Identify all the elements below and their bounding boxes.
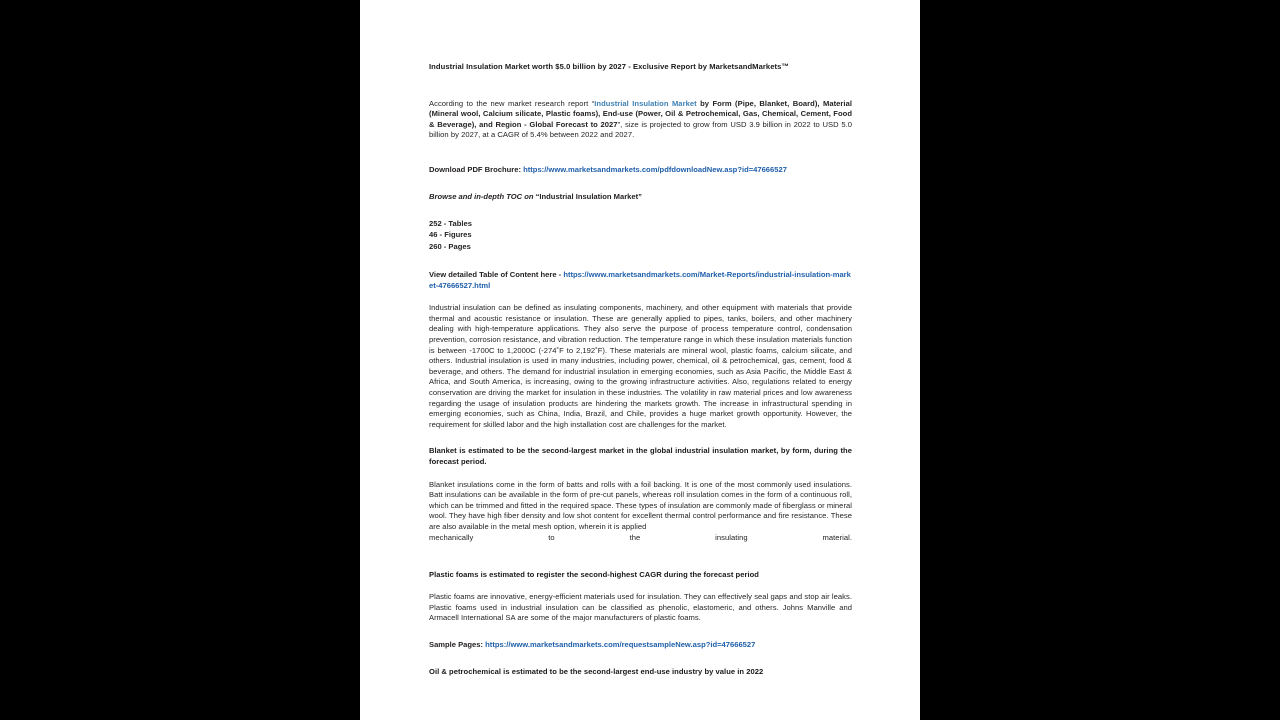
sample-pages-line — [429, 640, 852, 651]
stat-tables: 252 - Tables — [429, 219, 472, 229]
oil-petrochemical-section-heading: Oil & petrochemical is estimated to be the second-largest end-use industry by value in 2022 — [429, 666, 764, 676]
industrial-insulation-market-link[interactable]: Industrial Insulation Market — [594, 98, 697, 108]
browse-toc-prefix: Browse and in-depth TOC on — [429, 191, 534, 201]
sample-pages-label: Sample Pages: — [429, 640, 484, 650]
lead-report-scope: by Form (Pipe, Blanket, Board), Material (Mineral wool, Calcium silicate, Plastic foams), End-use (Power, Oil & Petrochemical, Gas, Chemical, Cement, Food & Beverage), and Region - Global Forecast to 2027 — [429, 98, 852, 129]
sample-pages-link[interactable]: https://www.marketsandmarkets.com/requestsampleNew.asp?id=47666527 — [485, 640, 756, 650]
stat-pages: 260 - Pages — [429, 241, 471, 251]
report-stats-list — [429, 218, 852, 252]
download-brochure-link[interactable]: https://www.marketsandmarkets.com/pdfdownloadNew.asp?id=47666527 — [523, 164, 787, 174]
blanket-paragraph: Blanket insulations come in the form of batts and rolls with a foil backing. It is one of the most commonly used insulations. Batt insulations can be available in the form of pre-cut panels, whereas roll insulation comes in the form of a continuous roll, which can be trimmed and fitted in the required space. These types of insulation are commonly made of fiberglass or mineral wool. They have high fiber density and low shot content for excellent thermal control performance and fire resistance. These are also available in the metal mesh option, wherein it is applied — [429, 479, 852, 531]
stat-figures: 46 - Figures — [429, 230, 472, 240]
lead-suffix: ”, size is projected to grow from USD 3.9 billion in 2022 to USD 5.0 billion by 2027, at a CAGR of 5.4% between 2022 and 2027. — [429, 119, 852, 140]
plastic-foams-paragraph: Plastic foams are innovative, energy-efficient materials used for insulation. They can effectively seal gaps and stop air leaks. Plastic foams used in industrial insulation can be classified as phenolic, elastomeric, and others. Johns Manville and Armacell International SA are some of the major manufacturers of plastic foams. — [429, 592, 852, 623]
download-brochure-line — [429, 165, 852, 176]
page-title: Industrial Insulation Market worth $5.0 billion by 2027 - Exclusive Report by MarketsandMarkets™ — [429, 62, 790, 71]
lead-paragraph — [429, 99, 852, 141]
view-toc-line — [429, 270, 852, 291]
browse-toc-report-title: “Industrial Insulation Market” — [535, 191, 642, 201]
blanket-paragraph-lastline — [429, 533, 852, 554]
view-toc-label: View detailed Table of Content here - — [429, 270, 562, 280]
view-toc-link[interactable]: https://www.marketsandmarkets.com/Market-Reports/industrial-insulation-market-47666527.html — [429, 270, 851, 290]
blanket-section-heading: Blanket is estimated to be the second-largest market in the global industrial insulation market, by form, during the forecast period. — [429, 446, 852, 466]
lead-prefix: According to the new market research report “ — [429, 98, 595, 108]
plastic-foams-section-heading: Plastic foams is estimated to register the second-highest CAGR during the forecast period — [429, 569, 759, 579]
blanket-lastline-text: mechanically to the insulating material. — [429, 532, 852, 542]
download-brochure-label: Download PDF Brochure: — [429, 164, 521, 174]
overview-paragraph: Industrial insulation can be defined as insulating components, machinery, and other equipment with materials that provide thermal and acoustic resistance or insulation. These are generally applied to pipes, tanks, boilers, and other machinery dealing with high-temperature applications. They also serve the purpose of process temperature control, condensation prevention, corrosion resistance, and vibration reduction. The temperature range in which these insulation materials function is between -1700C to 1,2000C (-274˚F to 2,192˚F). These materials are mineral wool, plastic foams, calcium silicate, and others. Industrial insulation is used in many industries, including power, chemical, oil & petrochemical, gas, cement, food & beverage, and others. The demand for industrial insulation in emerging economies, such as Asia Pacific, the Middle East & Africa, and South America, is increasing, owing to the growing infrastructure activities. Also, regulations related to energy conservation are driving the market for insulation in these industries. The volatility in raw material prices and low awareness regarding the usage of insulation products are hindering the markets growth. The increase in infrastructural spending in emerging economies, such as China, India, Brazil, and Chile, provides a huge market growth opportunity. However, the requirement for skilled labor and the high installation cost are challenges for the market. — [429, 303, 852, 429]
document-content — [429, 62, 852, 677]
document-page — [360, 0, 920, 720]
browse-toc-line — [429, 192, 852, 203]
